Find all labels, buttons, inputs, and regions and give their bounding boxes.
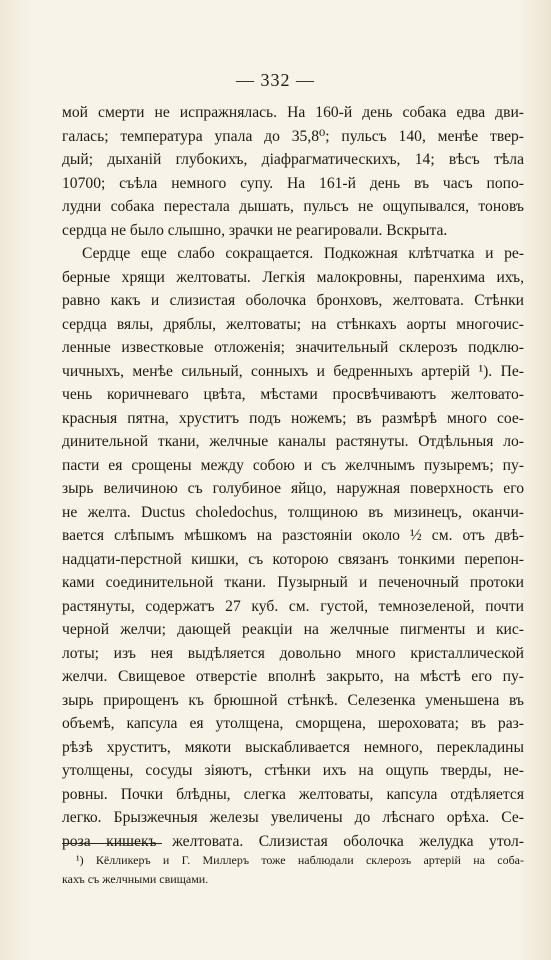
footnote-line: кахъ съ желчными свищами. bbox=[62, 872, 209, 886]
page-number: — 332 — bbox=[236, 70, 315, 90]
text-line: легко. Брызжечныя железы увеличены до лѣснаго орѣха. Се- bbox=[62, 809, 524, 826]
text-line: надцати-перстной кишки, съ которою связанъ тонкими перепон- bbox=[62, 550, 524, 568]
text-line: объемѣ, капсула ея утолщена, сморщена, шероховата; въ раз- bbox=[62, 715, 524, 732]
text-line: лудни собака перестала дышать, пульсъ не ощупывался, тоновъ bbox=[62, 198, 524, 215]
text-line: 10700; съѣла немного супу. На 161-й день въ часъ попо- bbox=[62, 174, 524, 192]
text-line: берные хрящи желтоваты. Легкія малокровны, паренхима ихъ, bbox=[62, 268, 524, 286]
body-text bbox=[62, 101, 524, 853]
footnote-line: ¹) Кёлликеръ и Г. Миллеръ тоже наблюдали склерозъ артерій на соба- bbox=[76, 853, 524, 867]
text-line: галась; температура упала до 35,8⁰; пульсъ 140, менѣе твер- bbox=[62, 127, 524, 145]
text-line: ками соединительной ткани. Пузырный и печеночный протоки bbox=[62, 574, 524, 591]
text-line: зырь величиною съ голубиное яйцо, наружная поверхность его bbox=[62, 480, 524, 497]
text-line: сердца вялы, дряблы, желтоваты; на стѣнкахъ аорты многочис- bbox=[62, 315, 524, 333]
footnote-divider bbox=[62, 843, 162, 844]
text-line: Сердце еще слабо сокращается. Подкожная клѣтчатка и ре- bbox=[82, 245, 524, 262]
text-line: дый; дыханій глубокихъ, діафрагматическихъ, 14; вѣсъ тѣла bbox=[62, 151, 524, 168]
text-line: чень коричневаго цвѣта, мѣстами просвѣчиваютъ желтовато- bbox=[62, 386, 524, 403]
text-line: красныя пятна, хруститъ подъ ножемъ; въ размѣрѣ много сое- bbox=[62, 409, 524, 427]
text-line: чичныхъ, менѣе сильный, сонныхъ и бедренныхъ артерій ¹). Пе- bbox=[62, 362, 524, 380]
text-line: не желта. Ductus choledochus, толщиною въ мизинецъ, оканчи- bbox=[62, 503, 524, 521]
text-line: вается слѣпымъ мѣшкомъ на разстояніи около ½ см. отъ двѣ- bbox=[62, 527, 524, 544]
text-line: сердца не было слышно, зрачки не реагировали. Вскрыта. bbox=[62, 221, 448, 239]
text-line: лоты; изъ нея выдѣляется довольно много кристаллической bbox=[62, 644, 524, 662]
text-line: роза кишекъ желтовата. Слизистая оболочка желудка утол- bbox=[62, 832, 524, 850]
text-line: ровны. Почки блѣдны, слегка желтоваты, капсула отдѣляется bbox=[62, 785, 524, 803]
text-line: равно какъ и слизистая оболочка бронховъ, желтовата. Стѣнки bbox=[62, 292, 524, 309]
text-line: мой смерти не испражнялась. На 160-й день собака едва дви- bbox=[62, 104, 524, 121]
text-line: ленные известковые отложенія; значительный склерозъ подклю- bbox=[62, 339, 524, 356]
footnote bbox=[62, 851, 524, 889]
text-line: зырь прирощенъ къ брюшной стѣнкѣ. Селезенка уменьшена въ bbox=[62, 691, 524, 709]
text-line: пасти ея срощены между собою и съ желчнымъ пузыремъ; пу- bbox=[62, 456, 524, 474]
text-line: рѣзѣ хруститъ, мякоти выскабливается немного, перекладины bbox=[62, 738, 524, 756]
text-line: растянуты, содержатъ 27 куб. см. густой, темнозеленой, почти bbox=[62, 597, 524, 615]
text-line: утолщены, сосуды зіяютъ, стѣнки ихъ на ощупь тверды, не- bbox=[62, 762, 524, 779]
text-line: динительной ткани, желчные каналы растянуты. Отдѣльныя ло- bbox=[62, 433, 524, 450]
text-line: черной желчи; дающей реакціи на желчные пигменты и кис- bbox=[62, 621, 524, 638]
text-line: желчи. Свищевое отверстіе вполнѣ закрыто, на мѣстѣ его пу- bbox=[62, 668, 524, 685]
